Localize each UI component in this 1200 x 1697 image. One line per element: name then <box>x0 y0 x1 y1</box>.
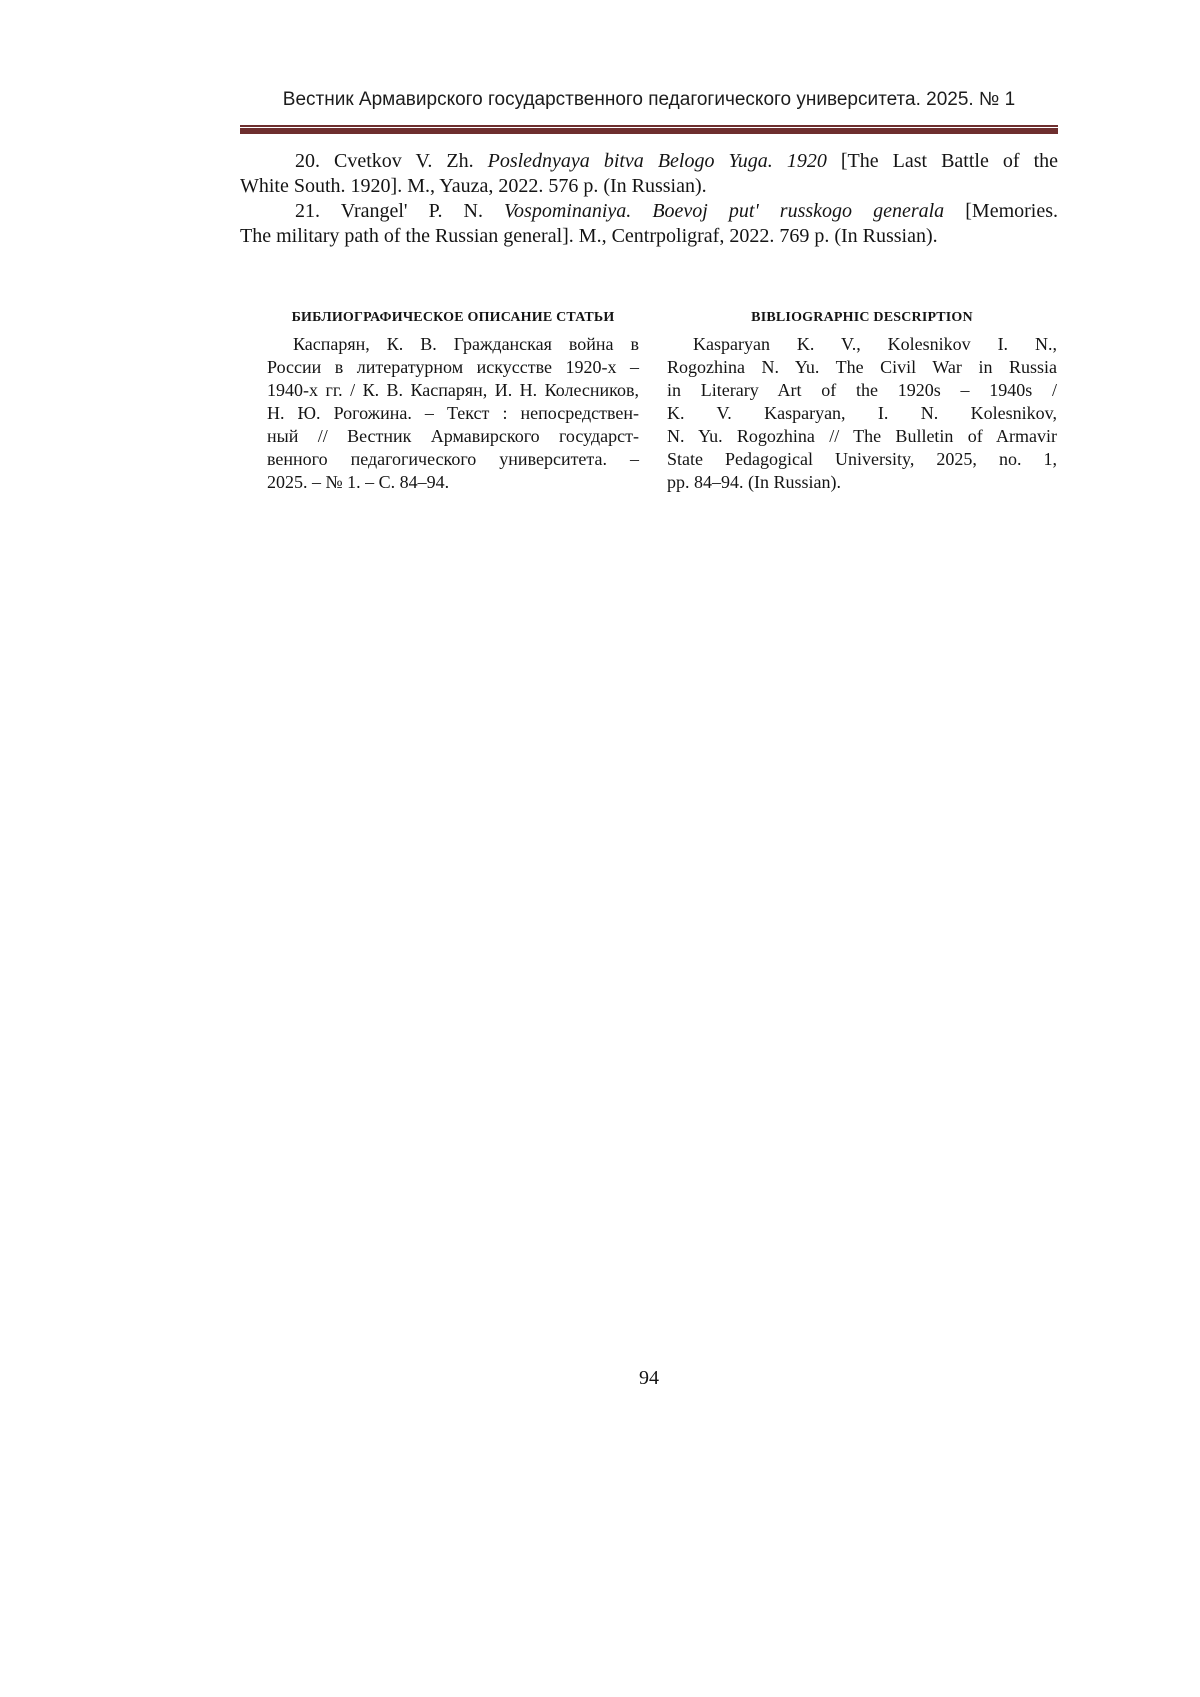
bibliographic-description-section <box>267 308 1057 494</box>
biblio-ru-line: России в литературном искусстве 1920-х – <box>267 357 639 377</box>
biblio-en-line: K. V. Kasparyan, I. N. Kolesnikov, <box>667 403 1057 423</box>
biblio-column-english <box>667 308 1057 494</box>
page-number: 94 <box>639 1367 659 1389</box>
reference-20-text-pre: 20. Cvetkov V. Zh. <box>295 150 488 172</box>
biblio-en-line: State Pedagogical University, 2025, no. 1, <box>667 449 1057 469</box>
header-rule-thick <box>240 128 1058 134</box>
biblio-ru-line: Каспарян, К. В. Гражданская война в <box>293 334 639 354</box>
reference-20-title-italic: Poslednyaya bitva Belogo Yuga. 1920 <box>487 150 827 172</box>
reference-21-line-2: The military path of the Russian general]. M., Centrpoligraf, 2022. 769 p. (In Russian). <box>240 225 938 247</box>
references-section <box>240 149 1058 249</box>
biblio-en-line: pp. 84–94. (In Russian). <box>667 472 841 492</box>
biblio-heading-english: BIBLIOGRAPHIC DESCRIPTION <box>751 310 973 325</box>
biblio-en-line: N. Yu. Rogozhina // The Bulletin of Armavir <box>667 426 1057 446</box>
biblio-en-line: in Literary Art of the 1920s – 1940s / <box>667 380 1057 400</box>
reference-20-line-1 <box>240 149 1058 174</box>
reference-item-20 <box>240 149 1058 199</box>
biblio-ru-line: венного педагогического университета. – <box>267 449 639 469</box>
reference-21-text-pre: 21. Vrangel' P. N. <box>295 200 505 222</box>
reference-20-text-post: [The Last Battle of the <box>826 150 1058 172</box>
reference-20-line-2: White South. 1920]. M., Yauza, 2022. 576 p. (In Russian). <box>240 175 707 197</box>
biblio-ru-line: ный // Вестник Армавирского государст- <box>267 426 639 446</box>
biblio-ru-line: Н. Ю. Рогожина. – Текст : непосредствен- <box>267 403 639 423</box>
biblio-heading-russian: БИБЛИОГРАФИЧЕСКОЕ ОПИСАНИЕ СТАТЬИ <box>291 310 615 325</box>
biblio-en-line: Rogozhina N. Yu. The Civil War in Russia <box>667 357 1057 377</box>
biblio-ru-line: 2025. – № 1. – С. 84–94. <box>267 472 450 492</box>
page-content <box>240 0 1058 494</box>
biblio-en-line: Kasparyan K. V., Kolesnikov I. N., <box>693 334 1057 354</box>
running-header: Вестник Армавирского государственного педагогического университета. 2025. № 1 <box>282 89 1016 110</box>
biblio-column-russian <box>267 308 639 494</box>
reference-21-title-italic: Vospominaniya. Boevoj put' russkogo generala <box>504 200 945 222</box>
reference-21-text-post: [Memories. <box>944 200 1058 222</box>
reference-item-21 <box>240 199 1058 249</box>
biblio-ru-line: 1940-х гг. / К. В. Каспарян, И. Н. Колесников, <box>267 380 639 400</box>
reference-21-line-1 <box>240 199 1058 224</box>
header-rule <box>240 125 1058 134</box>
header-rule-thin <box>240 125 1058 127</box>
